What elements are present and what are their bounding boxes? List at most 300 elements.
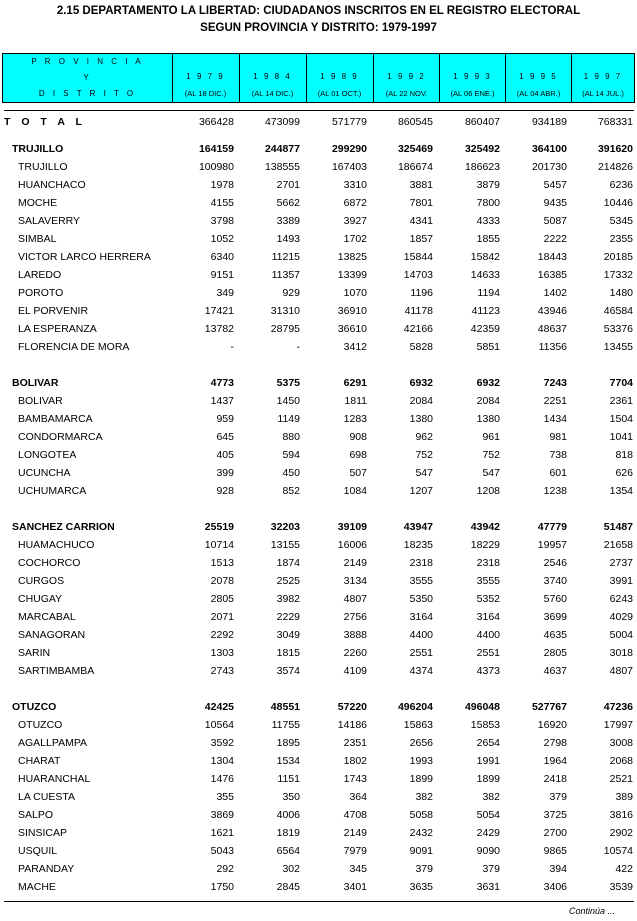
row-value: 379	[482, 863, 500, 875]
row-value: 57220	[337, 701, 367, 713]
district-row	[0, 734, 637, 752]
row-value: 3888	[343, 629, 367, 641]
row-value: 1504	[609, 413, 633, 425]
row-value: 10446	[603, 197, 633, 209]
row-value: 5054	[476, 809, 500, 821]
row-value: 10714	[204, 539, 234, 551]
district-row	[0, 662, 637, 680]
row-value: 6236	[609, 179, 633, 191]
row-value: 1899	[476, 773, 500, 785]
row-value: 43946	[537, 305, 567, 317]
district-row	[0, 752, 637, 770]
district-row	[0, 392, 637, 410]
row-value: 6932	[409, 377, 433, 389]
row-value: 1283	[343, 413, 367, 425]
row-value: 2902	[609, 827, 633, 839]
row-value: 1815	[276, 647, 300, 659]
row-value: 364100	[531, 143, 567, 155]
row-label: SARTIMBAMBA	[18, 665, 95, 677]
row-value: 1702	[343, 233, 367, 245]
row-value: 1857	[409, 233, 433, 245]
row-value: 2546	[543, 557, 567, 569]
row-value: 2229	[276, 611, 300, 623]
district-row	[0, 230, 637, 248]
row-value: 4006	[276, 809, 300, 821]
row-value: 53376	[603, 323, 633, 335]
row-value: 18443	[537, 251, 567, 263]
district-row	[0, 302, 637, 320]
row-value: 42166	[403, 323, 433, 335]
row-value: 405	[216, 449, 234, 461]
row-value: 13825	[337, 251, 367, 263]
row-value: 1855	[476, 233, 500, 245]
row-value: 366428	[198, 116, 234, 128]
row-value: 860545	[397, 116, 433, 128]
row-value: 364	[349, 791, 367, 803]
row-value: 7979	[343, 845, 367, 857]
row-value: 3982	[276, 593, 300, 605]
row-value: 2429	[476, 827, 500, 839]
row-label: SANAGORAN	[18, 629, 86, 641]
row-value: 3699	[543, 611, 567, 623]
row-value: 2318	[409, 557, 433, 569]
district-row	[0, 266, 637, 284]
header-year: 1 9 9 3	[453, 72, 492, 81]
row-value: 1208	[476, 485, 500, 497]
row-value: 167403	[331, 161, 367, 173]
district-row	[0, 410, 637, 428]
row-value: 3134	[343, 575, 367, 587]
row-value: 1052	[210, 233, 234, 245]
district-row	[0, 824, 637, 842]
row-value: 13455	[603, 341, 633, 353]
district-row	[0, 482, 637, 500]
row-value: 2351	[343, 737, 367, 749]
row-value: 7243	[543, 377, 567, 389]
row-value: 48637	[537, 323, 567, 335]
row-value: 2318	[476, 557, 500, 569]
district-row	[0, 608, 637, 626]
row-value: 20185	[603, 251, 633, 263]
row-label: MACHE	[18, 881, 56, 893]
row-value: 860407	[464, 116, 500, 128]
row-value: 5350	[409, 593, 433, 605]
row-value: 5345	[609, 215, 633, 227]
row-value: 3555	[476, 575, 500, 587]
row-value: 2845	[276, 881, 300, 893]
row-value: 2701	[276, 179, 300, 191]
row-value: 1874	[276, 557, 300, 569]
row-value: 3631	[476, 881, 500, 893]
row-value: 1238	[543, 485, 567, 497]
row-value: 299290	[331, 143, 367, 155]
row-value: 51487	[603, 521, 633, 533]
row-value: 5043	[210, 845, 234, 857]
row-label: SALPO	[18, 809, 54, 821]
row-value: 473099	[264, 116, 300, 128]
row-value: 39109	[337, 521, 367, 533]
row-value: 349	[216, 287, 234, 299]
row-value: 7800	[476, 197, 500, 209]
row-value: 5352	[476, 593, 500, 605]
row-value: 7801	[409, 197, 433, 209]
row-label: CONDORMARCA	[18, 431, 103, 443]
row-label: SARIN	[18, 647, 51, 659]
row-value: 2078	[210, 575, 234, 587]
row-value: 21658	[603, 539, 633, 551]
district-row	[0, 626, 637, 644]
row-value: 3164	[476, 611, 500, 623]
row-label: USQUIL	[18, 845, 58, 857]
row-value: 345	[349, 863, 367, 875]
row-label: UCUNCHA	[18, 467, 71, 479]
row-value: 2805	[210, 593, 234, 605]
row-value: 1070	[343, 287, 367, 299]
row-value: 4635	[543, 629, 567, 641]
row-value: 5375	[276, 377, 300, 389]
header-year: 1 9 8 9	[320, 72, 359, 81]
row-value: 350	[282, 791, 300, 803]
header-date: (AL 14 JUL.)	[582, 89, 624, 98]
row-value: 4333	[476, 215, 500, 227]
row-value: 3592	[210, 737, 234, 749]
row-value: 382	[482, 791, 500, 803]
district-row	[0, 212, 637, 230]
row-value: 9151	[210, 269, 234, 281]
row-value: 11356	[538, 341, 567, 353]
row-value: 2149	[343, 827, 367, 839]
row-value: 28795	[270, 323, 300, 335]
header-year-column	[439, 54, 505, 102]
row-value: 2260	[343, 647, 367, 659]
row-value: 36910	[337, 305, 367, 317]
row-value: 3539	[609, 881, 633, 893]
row-value: 961	[482, 431, 500, 443]
row-value: 2068	[609, 755, 633, 767]
row-value: 1084	[343, 485, 367, 497]
row-value: 1750	[210, 881, 234, 893]
district-row	[0, 554, 637, 572]
row-value: 3406	[543, 881, 567, 893]
row-label: OTUZCO	[12, 701, 57, 713]
header-date: (AL 22 NOV.	[385, 89, 428, 98]
row-label: SINSICAP	[18, 827, 68, 839]
district-row	[0, 806, 637, 824]
row-value: 928	[216, 485, 234, 497]
province-row	[0, 698, 637, 716]
row-value: 43942	[470, 521, 500, 533]
header-label-bot: D I S T R I T O	[38, 89, 137, 98]
row-label: HUAMACHUCO	[18, 539, 95, 551]
row-value: 42425	[204, 701, 234, 713]
row-label: BAMBAMARCA	[18, 413, 93, 425]
header-year: 1 9 7 9	[186, 72, 225, 81]
row-label: HUARANCHAL	[18, 773, 91, 785]
row-value: 4708	[343, 809, 367, 821]
row-value: 752	[482, 449, 500, 461]
header-year-column	[505, 54, 571, 102]
district-row	[0, 770, 637, 788]
row-value: 4807	[343, 593, 367, 605]
row-value: 818	[615, 449, 633, 461]
district-row	[0, 338, 637, 356]
row-value: 17421	[204, 305, 234, 317]
row-value: 507	[349, 467, 367, 479]
row-value: 1819	[276, 827, 300, 839]
header-label-top: P R O V I N C I A	[31, 57, 144, 66]
row-value: 17997	[603, 719, 633, 731]
row-value: 18235	[403, 539, 433, 551]
row-label: SALAVERRY	[18, 215, 81, 227]
row-value: 47236	[603, 701, 633, 713]
row-value: 3412	[343, 341, 367, 353]
row-value: 571779	[331, 116, 367, 128]
row-label: UCHUMARCA	[18, 485, 87, 497]
row-value: 1380	[409, 413, 433, 425]
row-value: 379	[415, 863, 433, 875]
row-value: 9090	[476, 845, 500, 857]
row-value: 2084	[409, 395, 433, 407]
row-value: 908	[349, 431, 367, 443]
row-value: 46584	[603, 305, 633, 317]
row-value: 3635	[409, 881, 433, 893]
row-label: SIMBAL	[18, 233, 57, 245]
row-value: 292	[216, 863, 234, 875]
row-value: 31310	[270, 305, 300, 317]
row-value: 18229	[470, 539, 500, 551]
row-value: 5760	[543, 593, 567, 605]
row-value: 2418	[543, 773, 567, 785]
row-value: 13399	[337, 269, 367, 281]
district-row	[0, 446, 637, 464]
row-label: BOLIVAR	[18, 395, 63, 407]
row-value: 6243	[609, 593, 633, 605]
row-value: 15863	[403, 719, 433, 731]
row-value: 3008	[609, 737, 633, 749]
row-value: 4773	[210, 377, 234, 389]
row-value: 1207	[409, 485, 433, 497]
row-label: CHUGAY	[18, 593, 63, 605]
row-value: 2798	[543, 737, 567, 749]
row-value: 601	[549, 467, 567, 479]
row-value: 1895	[276, 737, 300, 749]
row-label: VICTOR LARCO HERRERA	[18, 251, 151, 263]
row-value: 852	[282, 485, 300, 497]
row-value: 3798	[210, 215, 234, 227]
row-value: 4400	[476, 629, 500, 641]
district-row	[0, 320, 637, 338]
row-value: 214826	[597, 161, 633, 173]
row-value: 1476	[210, 773, 234, 785]
row-value: 302	[282, 863, 300, 875]
row-value: 11357	[271, 269, 300, 281]
district-row	[0, 464, 637, 482]
row-value: 6291	[343, 377, 367, 389]
row-value: 1978	[210, 179, 234, 191]
row-value: 1196	[410, 287, 433, 299]
row-value: 3740	[543, 575, 567, 587]
row-value: 1964	[543, 755, 567, 767]
row-value: 422	[615, 863, 633, 875]
row-value: 3816	[609, 809, 633, 821]
district-row	[0, 590, 637, 608]
district-row	[0, 860, 637, 878]
row-value: 394	[549, 863, 567, 875]
row-value: 14186	[337, 719, 367, 731]
header-label-mid: Y	[83, 73, 92, 82]
row-value: 6872	[343, 197, 367, 209]
district-row	[0, 878, 637, 896]
row-value: 547	[415, 467, 433, 479]
row-value: 5828	[409, 341, 433, 353]
row-value: 2551	[409, 647, 433, 659]
header-date: (AL 01 OCT.)	[317, 89, 362, 98]
province-row	[0, 518, 637, 536]
header-date: (AL 14 DIC.)	[251, 89, 294, 98]
row-label: OTUZCO	[18, 719, 63, 731]
row-value: 7704	[609, 377, 633, 389]
row-value: 698	[349, 449, 367, 461]
district-row	[0, 788, 637, 806]
bottom-rule	[4, 901, 634, 902]
table-title: 2.15 DEPARTAMENTO LA LIBERTAD: CIUDADANOS INSCRITOS EN EL REGISTRO ELECTORAL	[56, 5, 581, 17]
row-value: 42359	[470, 323, 500, 335]
row-value: 100980	[198, 161, 234, 173]
row-value: 1899	[409, 773, 433, 785]
row-value: 32203	[270, 521, 300, 533]
row-label: LONGOTEA	[18, 449, 77, 461]
row-value: 17332	[603, 269, 633, 281]
row-value: 1434	[543, 413, 567, 425]
row-value: 768331	[597, 116, 633, 128]
row-value: 4341	[409, 215, 433, 227]
total-row	[0, 113, 637, 131]
header-year: 1 9 9 5	[519, 72, 558, 81]
row-value: 5004	[609, 629, 633, 641]
row-value: 527767	[531, 701, 567, 713]
row-value: 1621	[210, 827, 234, 839]
header-rule	[4, 110, 634, 111]
row-value: 5662	[276, 197, 300, 209]
row-value: 382	[415, 791, 433, 803]
row-value: 496204	[397, 701, 433, 713]
row-value: 1402	[543, 287, 567, 299]
row-label: TRUJILLO	[18, 161, 68, 173]
row-label: EL PORVENIR	[18, 305, 89, 317]
row-value: 738	[549, 449, 567, 461]
row-value: 11755	[271, 719, 300, 731]
row-value: 2700	[543, 827, 567, 839]
row-value: 138555	[264, 161, 300, 173]
row-label: SANCHEZ CARRION	[12, 521, 115, 533]
row-value: 752	[415, 449, 433, 461]
row-label: FLORENCIA DE MORA	[18, 341, 130, 353]
row-value: 3310	[343, 179, 367, 191]
row-value: 3991	[609, 575, 633, 587]
row-label: MARCABAL	[18, 611, 76, 623]
row-value: 1450	[276, 395, 300, 407]
row-label: BOLIVAR	[12, 377, 59, 389]
row-value: 19957	[537, 539, 567, 551]
row-value: 3881	[409, 179, 433, 191]
row-value: 1303	[210, 647, 234, 659]
row-value: 1534	[276, 755, 300, 767]
row-value: 2525	[276, 575, 300, 587]
row-value: 3049	[276, 629, 300, 641]
province-row	[0, 140, 637, 158]
row-value: 41178	[404, 305, 433, 317]
header-date: (AL 06 ENE.)	[450, 89, 495, 98]
row-label: CHARAT	[18, 755, 61, 767]
row-value: 13155	[270, 539, 300, 551]
row-value: 9865	[543, 845, 567, 857]
row-value: 355	[216, 791, 234, 803]
header-year-column	[306, 54, 372, 102]
row-value: 2551	[476, 647, 500, 659]
row-value: 3725	[543, 809, 567, 821]
row-value: 3389	[276, 215, 300, 227]
row-value: 1041	[609, 431, 633, 443]
row-value: 3869	[210, 809, 234, 821]
row-value: 10564	[204, 719, 234, 731]
header-date: (AL 18 DIC.)	[184, 89, 227, 98]
header-year: 1 9 9 2	[387, 72, 426, 81]
row-value: 9091	[409, 845, 433, 857]
row-label: TRUJILLO	[12, 143, 64, 155]
row-value: 1513	[210, 557, 234, 569]
row-value: 325469	[397, 143, 433, 155]
row-value: 11215	[271, 251, 300, 263]
row-value: 2743	[210, 665, 234, 677]
row-value: 43947	[403, 521, 433, 533]
row-value: 2292	[210, 629, 234, 641]
row-value: 3927	[343, 215, 367, 227]
row-value: 1380	[476, 413, 500, 425]
row-value: 13782	[204, 323, 234, 335]
row-value: 2737	[609, 557, 633, 569]
row-label: PARANDAY	[18, 863, 75, 875]
row-value: 981	[549, 431, 567, 443]
table-subtitle: SEGUN PROVINCIA Y DISTRITO: 1979-1997	[200, 22, 437, 34]
row-value: 4807	[609, 665, 633, 677]
row-value: 186623	[464, 161, 500, 173]
row-value: 2521	[609, 773, 633, 785]
row-value: 47779	[537, 521, 567, 533]
row-value: 2222	[543, 233, 567, 245]
row-value: 3401	[343, 881, 367, 893]
row-value: 1194	[477, 287, 500, 299]
row-value: 1151	[277, 773, 300, 785]
district-row	[0, 176, 637, 194]
row-value: 9435	[543, 197, 567, 209]
row-value: 2149	[343, 557, 367, 569]
row-value: 399	[216, 467, 234, 479]
row-value: 934189	[531, 116, 567, 128]
row-label: LA CUESTA	[18, 791, 75, 803]
row-value: 1743	[343, 773, 367, 785]
row-label: LA ESPERANZA	[18, 323, 97, 335]
district-row	[0, 644, 637, 662]
row-label: T O T A L	[4, 116, 86, 128]
row-value: 41123	[471, 305, 500, 317]
header-year: 1 9 9 7	[583, 72, 623, 81]
row-value: 244877	[264, 143, 300, 155]
district-row	[0, 428, 637, 446]
row-value: 2361	[609, 395, 633, 407]
row-value: 1437	[210, 395, 234, 407]
row-value: 3164	[409, 611, 433, 623]
row-label: LAREDO	[18, 269, 62, 281]
